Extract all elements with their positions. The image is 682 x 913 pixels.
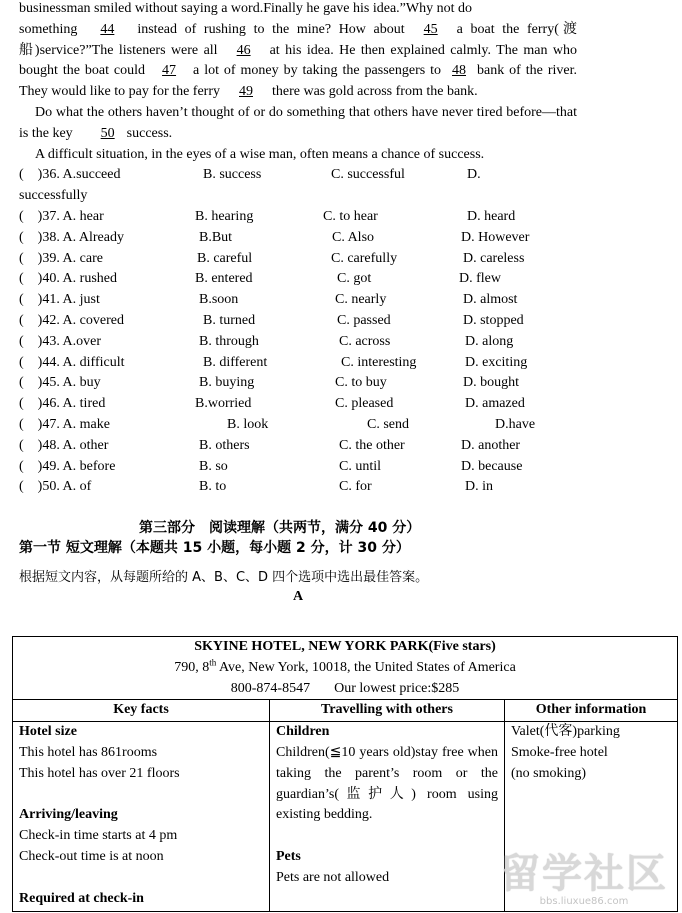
passage-text: success.	[126, 125, 173, 141]
option-c: C. to hear	[323, 208, 378, 224]
question-48	[19, 436, 577, 457]
option-b: B. so	[199, 458, 228, 474]
option-b: B. turned	[203, 312, 256, 328]
passage-text: a boat the ferry(渡船)service?”The listeners were all	[19, 21, 577, 58]
travelling-cell	[270, 722, 505, 912]
question-36	[19, 165, 577, 207]
hotel-price: Our lowest price:$285	[334, 680, 460, 696]
option-d: D. exciting	[465, 354, 528, 370]
question-45	[19, 373, 577, 394]
option-a: ( )39. A. care	[19, 250, 103, 266]
option-c: C. successful	[331, 167, 405, 183]
passage-text: something	[19, 21, 78, 37]
option-a: ( )44. A. difficult	[19, 354, 125, 370]
children-text: Children(≦10 years old)stay free when taking the parent’s room or the guardian’s(监护人) room using existing bedding.	[276, 744, 498, 823]
question-43	[19, 332, 577, 353]
option-a: ( )48. A. other	[19, 437, 109, 453]
no-smoking-text: (no smoking)	[511, 765, 587, 781]
hotel-address	[19, 658, 671, 679]
option-d: D.	[467, 167, 481, 183]
children-heading: Children	[276, 724, 330, 740]
blank-45: 45	[423, 21, 438, 37]
passage-label: A	[292, 589, 304, 605]
header-other-info: Other information	[505, 700, 678, 722]
rooms-text: This hotel has 861rooms	[19, 744, 158, 760]
smoke-free-text: Smoke-free hotel	[511, 744, 608, 760]
parking-text: Valet(代客)parking	[511, 724, 620, 740]
blank-49: 49	[239, 84, 253, 100]
question-41	[19, 290, 577, 311]
hotel-name: SKYINE HOTEL, NEW YORK PARK(Five stars)	[194, 639, 496, 654]
option-b: B. look	[227, 416, 269, 432]
option-c: C. until	[339, 458, 382, 474]
passage-paragraph-2	[19, 103, 577, 145]
blank-48: 48	[452, 63, 467, 79]
question-44	[19, 353, 577, 374]
option-d: D. careless	[463, 250, 525, 266]
option-a: ( )49. A. before	[19, 458, 116, 474]
option-a: ( )41. A. just	[19, 292, 100, 308]
option-d: D.have	[495, 416, 536, 432]
header-travelling: Travelling with others	[270, 700, 505, 722]
option-d: D. stopped	[463, 312, 524, 328]
option-a: ( )47. A. make	[19, 416, 110, 432]
question-50	[19, 477, 577, 498]
question-39	[19, 249, 577, 270]
option-c: C. interesting	[341, 354, 417, 370]
arriving-heading: Arriving/leaving	[19, 807, 118, 823]
passage-text: there was gold across from the bank.	[272, 84, 478, 100]
option-c: C. nearly	[335, 292, 387, 308]
option-d-wrap: successfully	[19, 188, 88, 204]
question-46	[19, 394, 577, 415]
option-a: ( )42. A. covered	[19, 312, 124, 328]
question-40	[19, 269, 577, 290]
blank-44: 44	[100, 21, 115, 37]
check-in-text: Check-in time starts at 4 pm	[19, 828, 178, 844]
option-d: D. heard	[467, 208, 516, 224]
option-c: C. across	[339, 333, 391, 349]
option-c: C. the other	[339, 437, 405, 453]
option-c: C. Also	[332, 229, 375, 245]
option-d: D. amazed	[465, 396, 525, 412]
blank-46: 46	[236, 42, 251, 58]
option-d: D. flew	[459, 271, 501, 287]
blank-50: 50	[100, 125, 115, 141]
hotel-contact	[19, 679, 671, 700]
option-b: B.worried	[195, 396, 252, 412]
passage-text: a lot of money by taking the passengers to	[193, 63, 442, 79]
option-c: C. carefully	[331, 250, 398, 266]
option-b: B.But	[199, 229, 233, 245]
watermark-logo: 留学社区	[500, 851, 668, 897]
passage-text: bank of the river. They would like to pay for the ferry	[19, 63, 577, 100]
hotel-size-heading: Hotel size	[19, 724, 77, 740]
option-c: C. for	[339, 479, 372, 495]
option-d: D. because	[461, 458, 523, 474]
question-list	[19, 165, 577, 498]
option-b: B. others	[199, 437, 250, 453]
option-a: ( )38. A. Already	[19, 229, 124, 245]
pets-text: Pets are not allowed	[276, 869, 390, 885]
passage-paragraph-3: A difficult situation, in the eyes of a wise man, often means a chance of success.	[35, 146, 485, 162]
option-b: B. entered	[195, 271, 253, 287]
option-c: C. pleased	[335, 396, 394, 412]
floors-text: This hotel has over 21 floors	[19, 765, 180, 781]
option-b: B. to	[199, 479, 227, 495]
address-part: 790, 8	[174, 659, 210, 675]
check-out-text: Check-out time is at noon	[19, 848, 164, 864]
option-a: ( )36. A.succeed	[19, 167, 121, 183]
address-sup: th	[209, 657, 217, 668]
option-a: ( )43. A.over	[19, 333, 102, 349]
option-b: B. success	[203, 167, 262, 183]
blank-47: 47	[162, 63, 177, 79]
hotel-header	[13, 637, 678, 700]
option-d: D. another	[461, 437, 521, 453]
option-c: C. passed	[337, 312, 391, 328]
option-d: D. along	[465, 333, 514, 349]
passage-text: Do what the others haven’t thought of or do something that others have never tired before—that is the key	[19, 104, 577, 141]
option-c: C. send	[367, 416, 409, 432]
question-38	[19, 228, 577, 249]
question-47	[19, 415, 577, 436]
header-key-facts: Key facts	[13, 700, 270, 722]
option-c: C. got	[337, 271, 372, 287]
passage-text: instead of rushing to the mine? How about	[137, 21, 405, 37]
option-d: D. However	[461, 229, 530, 245]
instruction-text: 根据短文内容，从每题所给的 A、B、C、D 四个选项中选出最佳答案。	[19, 570, 429, 586]
option-b: B. buying	[199, 375, 255, 391]
option-b: B. careful	[197, 250, 253, 266]
option-d: D. almost	[463, 292, 518, 308]
passage-line-1: businessman smiled without saying a word.Finally he gave his idea.”Why not do	[19, 1, 472, 16]
section-1-title: 第一节 短文理解（本题共 15 小题，每小题 2 分，计 30 分）	[19, 540, 410, 557]
watermark	[500, 852, 668, 907]
question-49	[19, 457, 577, 478]
option-d: D. in	[465, 479, 493, 495]
option-a: ( )37. A. hear	[19, 208, 104, 224]
hotel-phone: 800-874-8547	[230, 680, 311, 696]
question-37	[19, 207, 577, 228]
worksheet	[19, 0, 577, 606]
part-3-title: 第三部分 阅读理解（共两节，满分 40 分）	[139, 520, 421, 537]
option-c: C. to buy	[335, 375, 387, 391]
option-a: ( )46. A. tired	[19, 396, 106, 412]
question-42	[19, 311, 577, 332]
option-a: ( )40. A. rushed	[19, 271, 117, 287]
passage-text: at his idea. He then explained calmly. The man who bought the boat could	[19, 42, 577, 79]
passage-paragraph-1	[19, 20, 577, 103]
key-facts-cell	[13, 722, 270, 912]
option-b: B. through	[199, 333, 259, 349]
option-a: ( )50. A. of	[19, 479, 92, 495]
option-d: D. bought	[463, 375, 519, 391]
option-b: B.soon	[199, 292, 239, 308]
address-part: Ave, New York, 10018, the United States of America	[216, 659, 516, 675]
required-heading: Required at check-in	[19, 890, 144, 906]
pets-heading: Pets	[276, 848, 301, 864]
watermark-url: bbs.liuxue86.com	[539, 896, 629, 907]
option-b: B. hearing	[195, 208, 254, 224]
option-b: B. different	[203, 354, 268, 370]
option-a: ( )45. A. buy	[19, 375, 101, 391]
